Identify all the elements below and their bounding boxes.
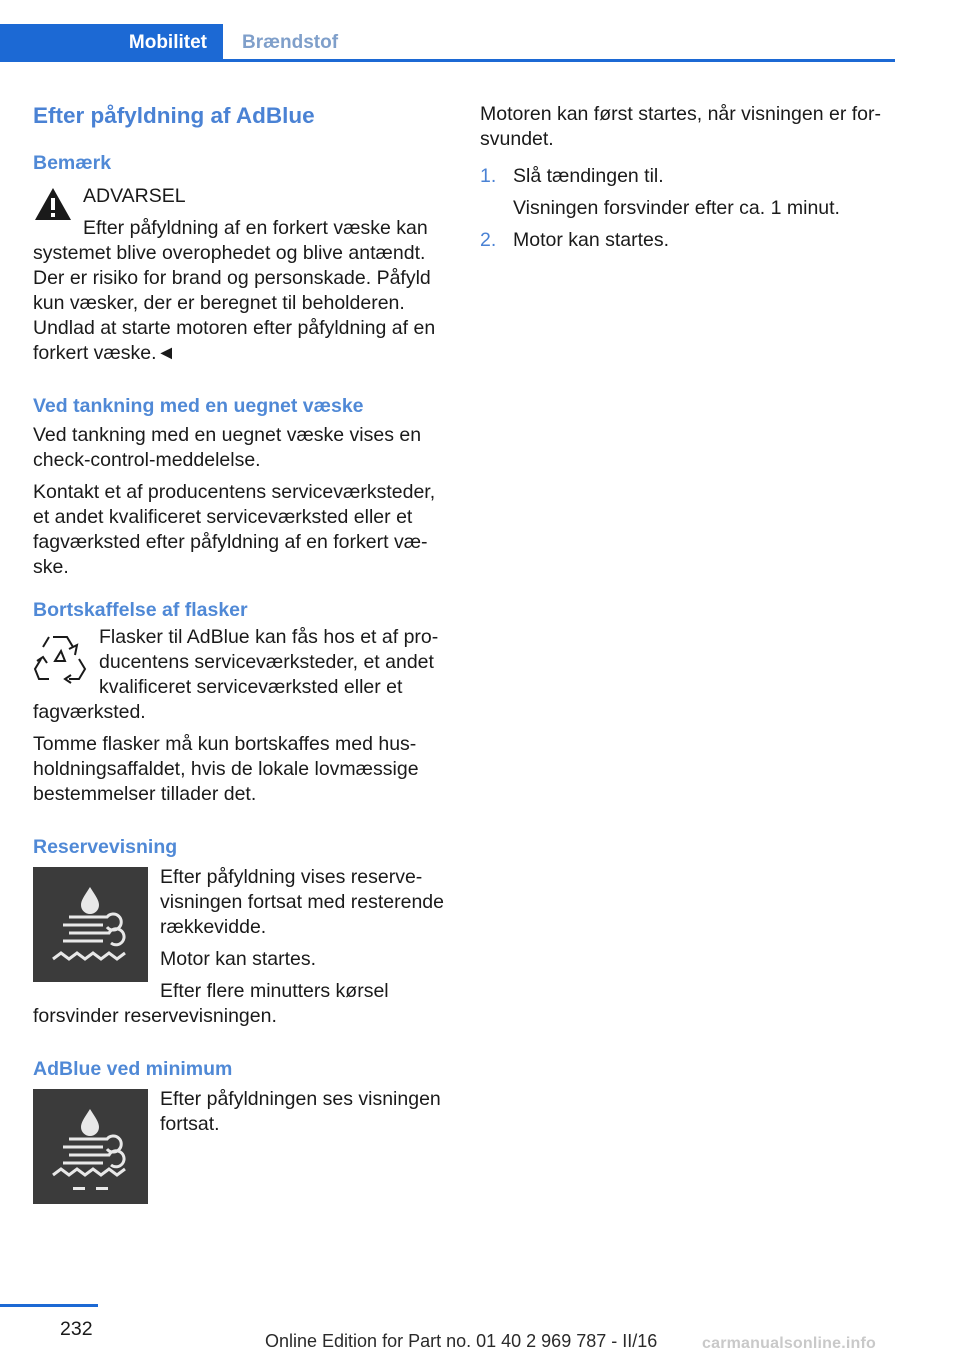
warning-label: ADVARSEL [83, 185, 186, 207]
adblue-minimum-display-icon [33, 1089, 148, 1204]
tab-mobilitet-label: Mobilitet [128, 32, 207, 53]
disposal-block [33, 625, 453, 732]
footer-rule [0, 1304, 98, 1307]
unsuitable-para-1: Ved tankning med en uegnet væske vises en check-control-meddelelse. [33, 424, 422, 471]
adblue-minimum-display-graphic [33, 1089, 148, 1204]
recycle-icon [33, 631, 87, 685]
header-rule [0, 59, 895, 62]
step-item [480, 164, 900, 221]
step-number: 1. [480, 165, 497, 187]
adblue-reserve-display-graphic [33, 867, 148, 982]
tab-mobilitet[interactable] [0, 24, 223, 62]
step-item [480, 228, 900, 253]
reserve-para-3: Efter flere minutters kørsel forsvinder reservevisningen. [33, 980, 389, 1027]
right-column [480, 102, 900, 260]
left-column [33, 102, 453, 1208]
header-tabs [0, 24, 895, 62]
watermark: carmanualsonline.info [702, 1335, 877, 1352]
minimum-heading: AdBlue ved minimum [33, 1058, 233, 1080]
unsuitable-para-2: Kontakt et af producentens serviceværksteder, et andet kvalificeret serviceværksted eller et fagværksted efter påfyldning af en forkert væske. [33, 481, 436, 578]
step-number: 2. [480, 229, 497, 251]
section-title: Efter påfyldning af AdBlue [33, 103, 315, 128]
unsuitable-heading: Ved tankning med en uegnet væske [33, 395, 364, 417]
reserve-block [33, 865, 453, 1036]
right-intro: Motoren kan først startes, når visningen er forsvundet. [480, 103, 881, 150]
step-text: Slå tændingen til. [513, 165, 664, 187]
note-heading: Bemærk [33, 152, 112, 174]
steps-list [480, 164, 900, 253]
disposal-para-2: Tomme flasker må kun bortskaffes med husholdningsaffaldet, hvis de lokale lovmæssige bestemmelser tillader det. [33, 733, 419, 805]
reserve-heading: Reservevisning [33, 836, 178, 858]
warning-triangle-icon [33, 186, 73, 222]
edition-text: Online Edition for Part no. 01 40 2 969 787 - II/16 [265, 1331, 658, 1351]
minimum-para-1: Efter påfyldningen ses visningen fortsat. [160, 1088, 441, 1135]
disposal-heading: Bortskaffelse af flasker [33, 599, 248, 621]
page-number: 232 [60, 1318, 93, 1340]
tab-braendstof[interactable]: Brændstof [242, 32, 339, 53]
minimum-block [33, 1087, 453, 1208]
step-subtext: Visningen forsvinder efter ca. 1 minut. [513, 197, 840, 219]
warning-text: Efter påfyldning af en forkert væske kan systemet blive overophedet og blive antændt. Der er risiko for brand og personskade. Påfyld kun væsker, der er beregnet til beholderen. Undlad at starte motoren efter påfyldning af en forkert væske.◄ [33, 217, 436, 364]
step-text: Motor kan startes. [513, 229, 670, 251]
reserve-para-2: Motor kan startes. [160, 948, 317, 970]
adblue-reserve-display-icon [33, 867, 148, 982]
warning-block [33, 184, 453, 373]
reserve-para-1: Efter påfyldning vises reservevisningen fortsat med resterende rækkevidde. [160, 866, 444, 938]
disposal-para-1: Flasker til AdBlue kan fås hos et af producentens serviceværksteder, et andet kvalificeret serviceværksted eller et fagværksted. [33, 626, 439, 723]
